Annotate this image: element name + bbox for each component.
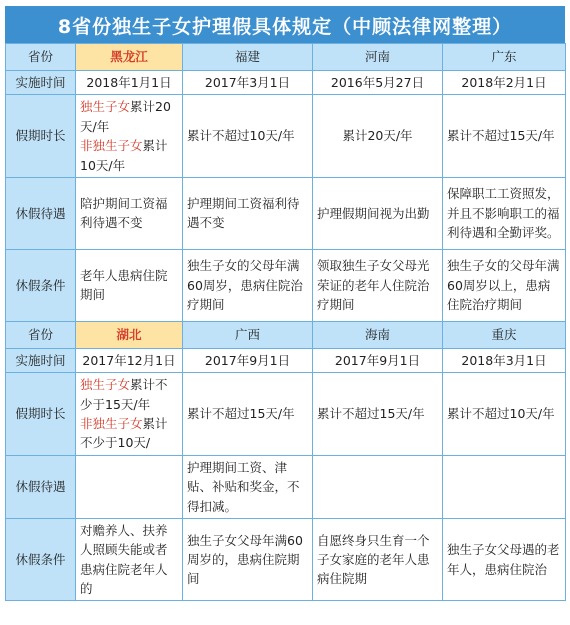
pay-cell: 护理期间工资、津贴、补贴和奖金，不得扣减。: [183, 455, 313, 518]
only-child-label: 独生子女: [80, 99, 131, 115]
row-label-conditions: 休假条件: [6, 249, 76, 321]
effective-cell: 2018年1月1日: [76, 71, 183, 95]
table-title: 8省份独生子女护理假具体规定（中顾法律网整理）: [5, 6, 565, 43]
effective-cell: 2016年5月27日: [313, 71, 443, 95]
only-child-duration: 累计不少于15天/年: [80, 377, 168, 412]
only-child-duration: 累计20天/年: [80, 99, 171, 134]
pay-cell: 护理假期间视为出勤: [313, 177, 443, 249]
conditions-row-2: [6, 518, 566, 601]
effective-cell: 2017年12月1日: [76, 348, 183, 372]
row-label-pay: 休假待遇: [6, 177, 76, 249]
conditions-cell: 对赡养人、扶养人照顾失能或者患病住院老年人的: [76, 518, 183, 601]
duration-row-1: [6, 95, 566, 178]
province-chongqing: 重庆: [443, 321, 566, 348]
duration-cell: 累计20天/年: [313, 95, 443, 178]
only-child-label: 独生子女: [80, 377, 131, 393]
effective-cell: 2017年3月1日: [183, 71, 313, 95]
conditions-cell: 自愿终身只生育一个子女家庭的老年人患病住院期: [313, 518, 443, 601]
row-label-effective: 实施时间: [6, 348, 76, 372]
pay-row-1: [6, 177, 566, 249]
conditions-cell: 领取独生子女父母光荣证的老年人住院治疗期间: [313, 249, 443, 321]
row-label-effective: 实施时间: [6, 71, 76, 95]
conditions-cell: 独生子女父母遇的老年人，患病住院治: [443, 518, 566, 601]
duration-cell: 累计不超过15天/年: [183, 373, 313, 456]
effective-row-2: [6, 348, 566, 372]
duration-cell: 累计不超过15天/年: [313, 373, 443, 456]
effective-row-1: [6, 71, 566, 95]
province-hubei: 湖北: [76, 321, 183, 348]
province-henan: 河南: [313, 44, 443, 71]
duration-cell-hubei: [76, 373, 183, 456]
non-only-child-label: 非独生子女: [80, 416, 143, 431]
province-fujian: 福建: [183, 44, 313, 71]
pay-cell: 护理期间工资福利待遇不变: [183, 177, 313, 249]
effective-cell: 2017年9月1日: [313, 348, 443, 372]
pay-row-2: [6, 455, 566, 518]
province-row-1: [6, 44, 566, 71]
conditions-row-1: [6, 249, 566, 321]
conditions-cell: 独生子女的父母年满60周岁以上，患病住院治疗期间: [443, 249, 566, 321]
row-label-province: 省份: [6, 44, 76, 71]
pay-cell: [443, 455, 566, 518]
duration-cell: 累计不超过10天/年: [443, 373, 566, 456]
row-label-duration: 假期时长: [6, 95, 76, 178]
effective-cell: 2017年9月1日: [183, 348, 313, 372]
pay-cell: [313, 455, 443, 518]
duration-cell: 累计不超过15天/年: [443, 95, 566, 178]
conditions-cell: 老年人患病住院期间: [76, 249, 183, 321]
province-guangxi: 广西: [183, 321, 313, 348]
conditions-cell: 独生子女父母年满60周岁的，患病住院期间: [183, 518, 313, 601]
province-hainan: 海南: [313, 321, 443, 348]
effective-cell: 2018年2月1日: [443, 71, 566, 95]
province-heilongjiang: 黑龙江: [76, 44, 183, 71]
province-guangdong: 广东: [443, 44, 566, 71]
row-label-pay: 休假待遇: [6, 455, 76, 518]
row-label-duration: 假期时长: [6, 373, 76, 456]
duration-cell-heilongjiang: [76, 95, 183, 178]
row-label-conditions: 休假条件: [6, 518, 76, 601]
duration-row-2: [6, 373, 566, 456]
pay-cell: 保障职工工资照发，并且不影响职工的福利待遇和全勤评奖。: [443, 177, 566, 249]
duration-cell: 累计不超过10天/年: [183, 95, 313, 178]
non-only-child-duration: 累计不少于10天/: [80, 416, 168, 451]
province-row-2: [6, 321, 566, 348]
non-only-child-label: 非独生子女: [80, 138, 143, 154]
row-label-province: 省份: [6, 321, 76, 348]
conditions-cell: 独生子女的父母年满60周岁，患病住院治疗期间: [183, 249, 313, 321]
policy-table: [5, 43, 566, 601]
effective-cell: 2018年3月1日: [443, 348, 566, 372]
non-only-child-duration: 累计10天/年: [80, 138, 168, 173]
pay-cell: [76, 455, 183, 518]
pay-cell: 陪护期间工资福利待遇不变: [76, 177, 183, 249]
